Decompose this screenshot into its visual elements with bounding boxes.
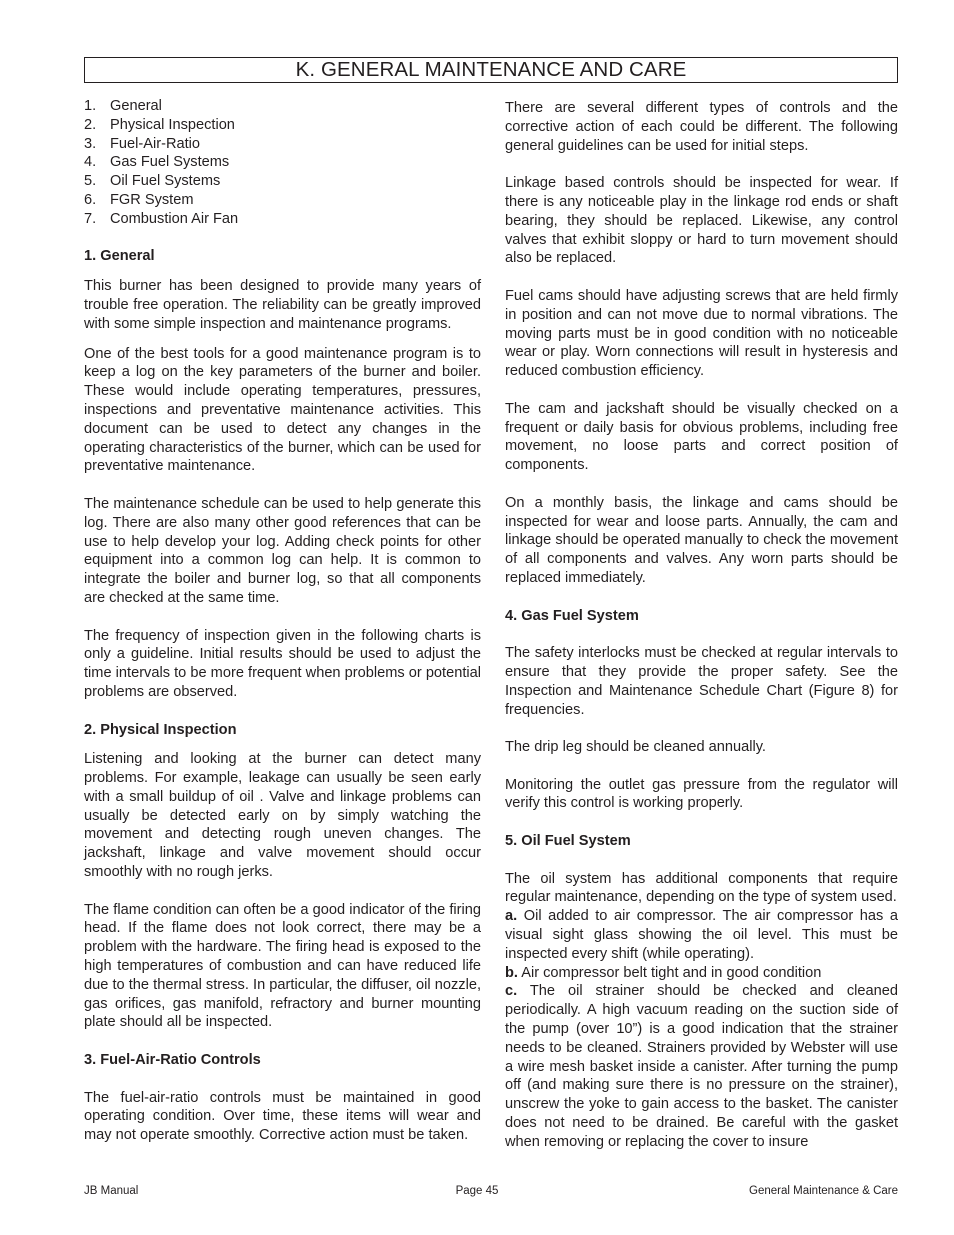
right-column	[505, 99, 898, 1152]
section-heading-oil-fuel-system: 5. Oil Fuel System	[505, 833, 631, 850]
paragraph: One of the best tools for a good maintenance program is to keep a log on the key parameters of the burner and boiler. These would include operating temperatures, pressures, inspections and preventative maintenance activities. This document can be used to detect any changes in the operating characteristics of the burner, which can be used for preventative maintenance.	[84, 345, 481, 475]
footer-section-name: General Maintenance & Care	[749, 1185, 898, 1197]
list-item-c: c. The oil strainer should be checked and cleaned periodically. A high vacuum reading on the suction side of the pump (over 10”) is a good indication that the strainer needs to be cleaned. Strainers provided by Webster will use a wire mesh basket inside a canister. After turning the pump off (and making sure there is no pressure on the strainer), unscrew the yoke to gain access to the basket. The canister does not need to be drained. Be careful with the gasket when removing or replacing the cover to insure	[505, 983, 898, 1150]
footer-manual-name: JB Manual	[84, 1185, 139, 1197]
toc-item: 6. FGR System	[84, 191, 194, 208]
page-title-box	[84, 57, 898, 83]
paragraph: The maintenance schedule can be used to help generate this log. There are also many other good references that can be use to help develop your log. Adding check points for other equipment into a common log can help. It is common to integrate the boiler and burner log, so that all components are checked at the same time.	[84, 495, 481, 606]
paragraph: Monitoring the outlet gas pressure from the regulator will verify this control is working properly.	[505, 776, 898, 812]
toc-item: 5. Oil Fuel Systems	[84, 173, 221, 190]
paragraph: This burner has been designed to provide many years of trouble free operation. The reliability can be greatly improved with some simple inspection and maintenance programs.	[84, 278, 481, 332]
page-title: K. GENERAL MAINTENANCE AND CARE	[295, 58, 687, 81]
toc-item: 4. Gas Fuel Systems	[84, 154, 230, 171]
paragraph: The fuel-air-ratio controls must be maintained in good operating condition. Over time, these items will wear and may not operate smoothly. Corrective action must be taken.	[84, 1089, 481, 1144]
paragraph: The frequency of inspection given in the following charts is only a guideline. Initial results should be used to adjust the time intervals to be more frequent when problems or potential problems are observed.	[84, 627, 481, 700]
section-heading-fuel-air-ratio: 3. Fuel-Air-Ratio Controls	[84, 1052, 261, 1069]
section-heading-gas-fuel-system: 4. Gas Fuel System	[505, 607, 639, 624]
paragraph: On a monthly basis, the linkage and cams should be inspected for wear and loose parts. Annually, the cam and linkage should be operated manually to check the movement of all components and valves. Any worn parts should be replaced immediately.	[505, 494, 898, 586]
paragraph: The cam and jackshaft should be visually checked on a frequent or daily basis for obvious problems, including free movement, no loose parts and correct position of components.	[505, 400, 898, 474]
paragraph: The drip leg should be cleaned annually.	[505, 739, 766, 756]
toc-item: 2. Physical Inspection	[84, 116, 235, 133]
list-item-b: b. Air compressor belt tight and in good condition	[505, 964, 822, 981]
section-heading-physical-inspection: 2. Physical Inspection	[84, 721, 237, 738]
toc-item: 3. Fuel-Air-Ratio	[84, 135, 201, 152]
footer-page-number: Page 45	[455, 1185, 499, 1197]
paragraph: Fuel cams should have adjusting screws that are held firmly in position and can not move due to normal vibrations. The moving parts must be in good condition with no noticeable wear or play. Worn connections will result in hysteresis and reduced combustion efficiency.	[505, 287, 898, 380]
paragraph: The safety interlocks must be checked at regular intervals to ensure that they provide the proper safety. See the Inspection and Maintenance Schedule Chart (Figure 8) for frequencies.	[505, 645, 898, 718]
left-column	[84, 97, 481, 1145]
paragraph: The oil system has additional components that require regular maintenance, depending on the type of system used.	[505, 870, 898, 906]
paragraph: Linkage based controls should be inspected for wear. If there is any noticeable play in the linkage rod ends or shaft bearing, they should be replaced. Likewise, any control valves that exhibit sloppy or hard to turn movement should also be replaced.	[505, 175, 898, 267]
toc-item: 7. Combustion Air Fan	[84, 210, 239, 227]
table-of-contents	[84, 97, 481, 229]
list-item-a: a. Oil added to air compressor. The air compressor has a visual sight glass showing the oil level. This must be inspected every shift (while operating).	[505, 908, 898, 962]
toc-item: 1. General	[84, 98, 162, 114]
paragraph: Listening and looking at the burner can detect many problems. For example, leakage can usually be seen early with a small buildup of oil . Valve and linkage problems can usually be detected early on by simply watching the movement and detecting rough uneven changes. The jackshaft, linkage and valve movement should occur smoothly with no rough jerks.	[84, 751, 481, 881]
paragraph: There are several different types of controls and the corrective action of each could be different. The following general guidelines can be used for initial steps.	[505, 100, 898, 154]
paragraph: The flame condition can often be a good indicator of the firing head. If the flame does not look correct, there may be a problem with the hardware. The firing head is exposed to the high temperatures of combustion and can have reduced life due to the thermal stress. In particular, the diffuser, oil nozzle, gas orifices, gas manifold, refractory and burner mounting plate should all be inspected.	[84, 901, 481, 1031]
section-heading-general: 1. General	[84, 248, 155, 265]
